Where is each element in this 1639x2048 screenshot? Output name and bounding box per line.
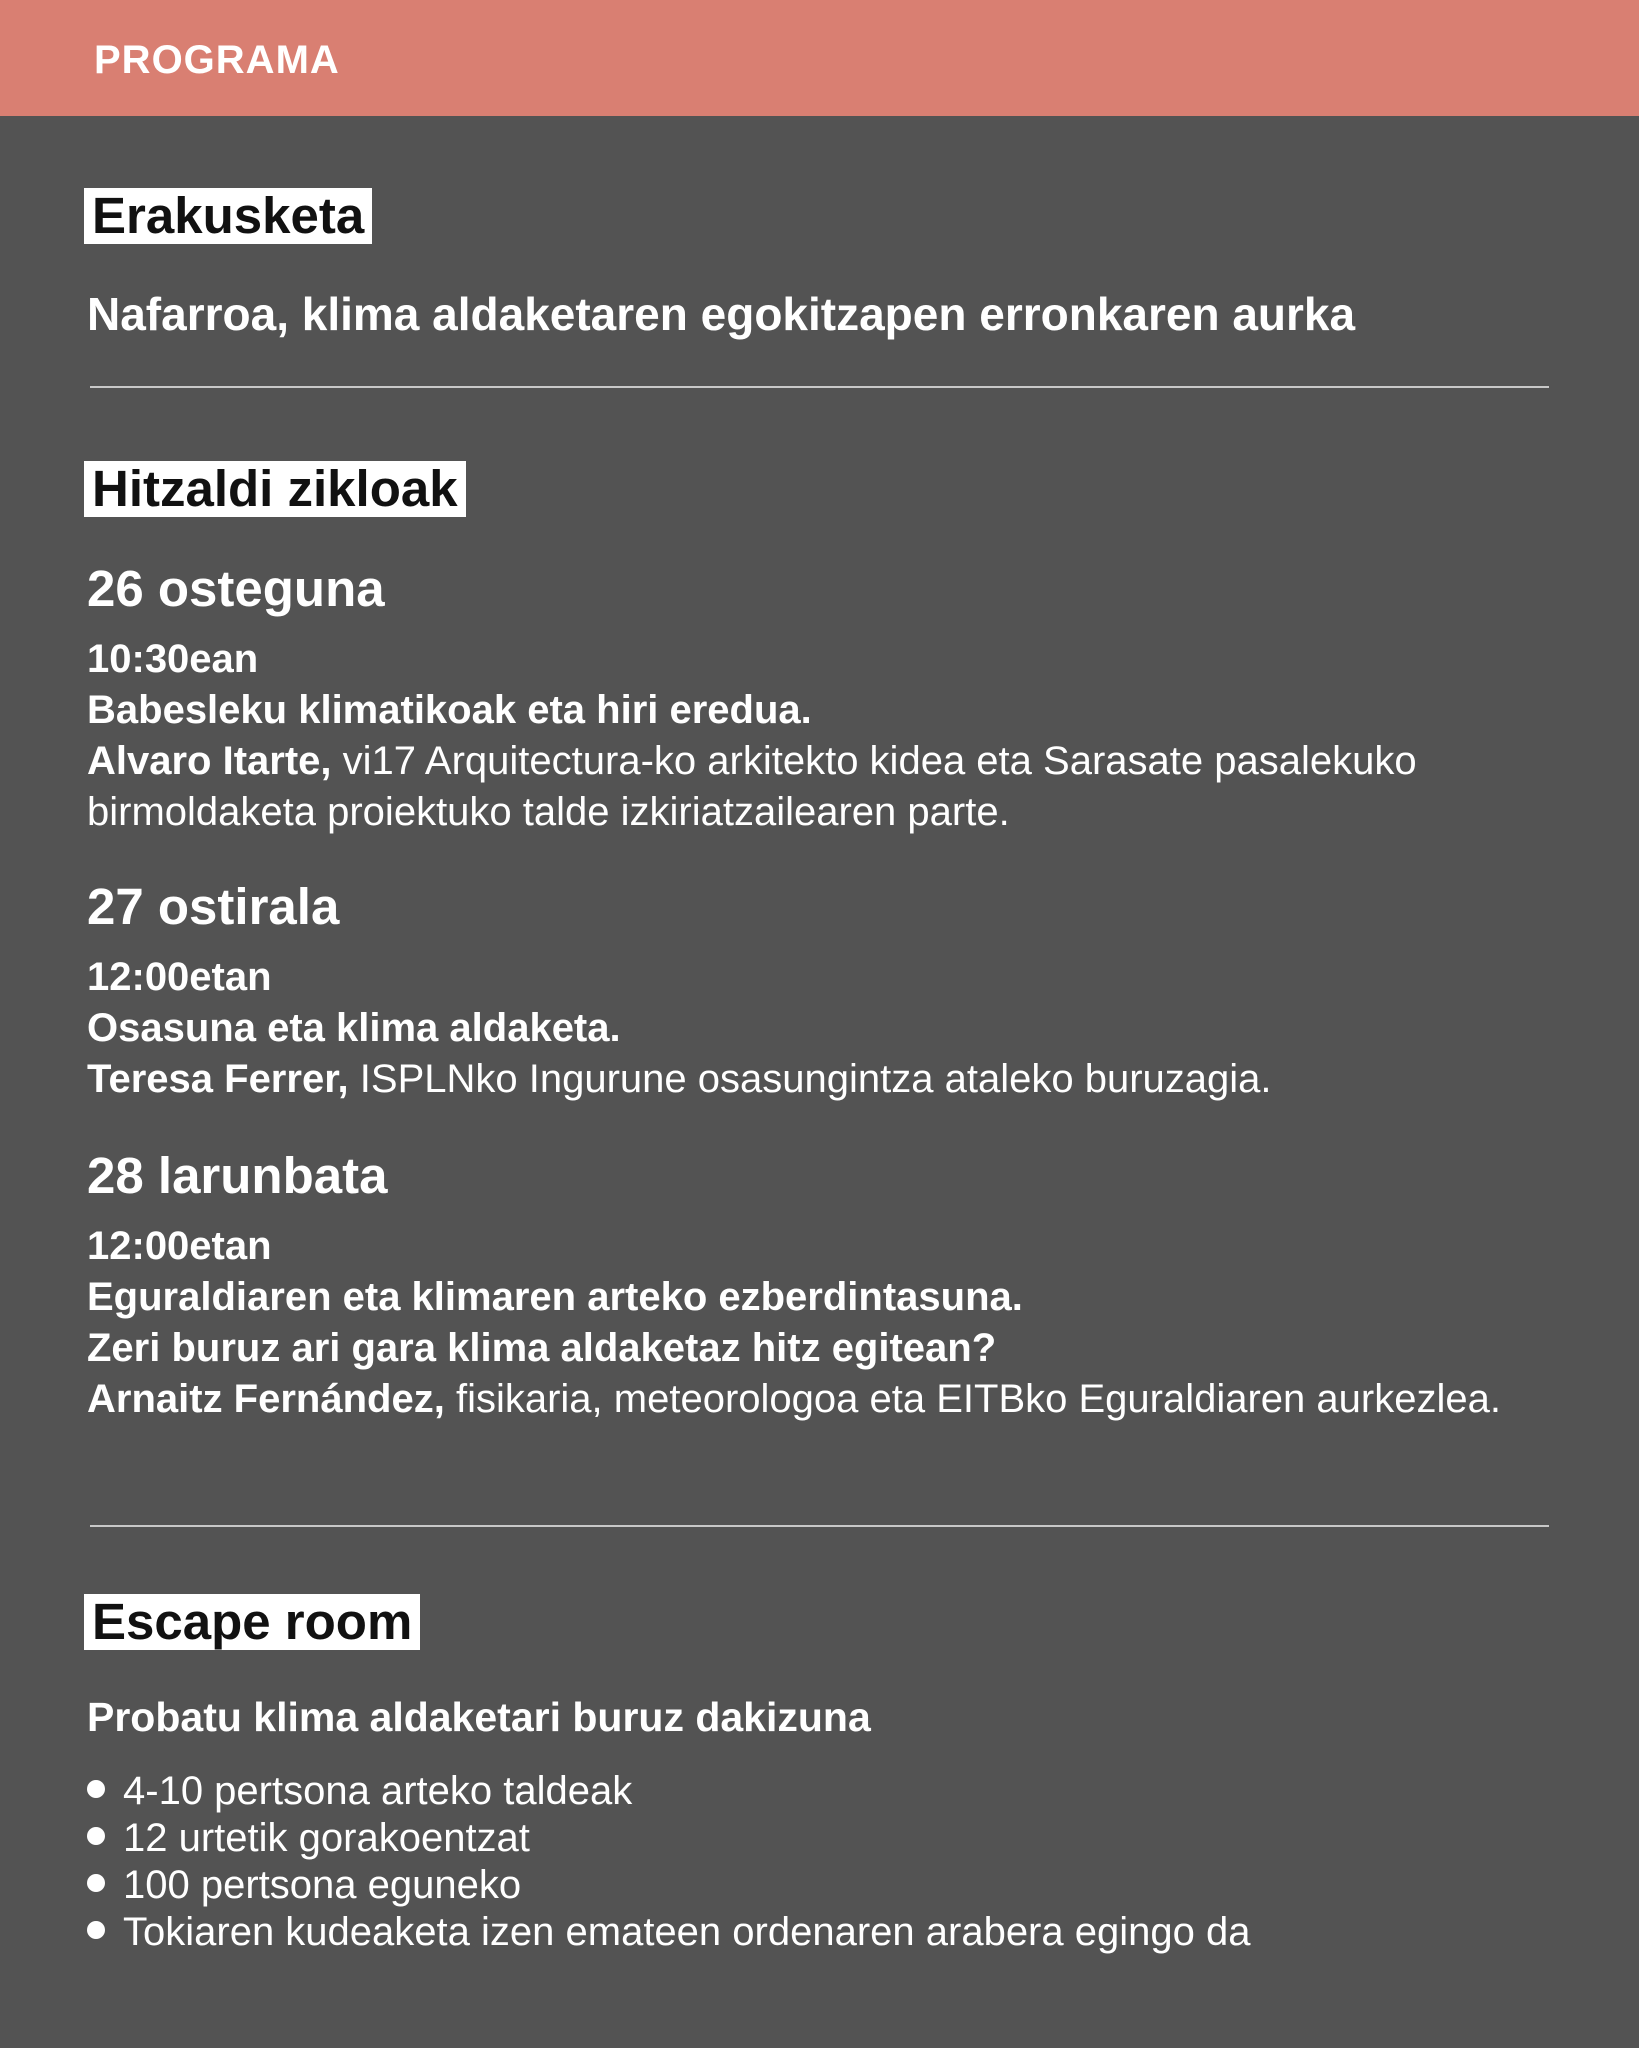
list-item-text: 4-10 pertsona arteko taldeak [123,1769,633,1813]
lecture-title: Babesleku klimatikoak eta hiri eredua. [87,688,812,732]
lecture-1 [87,634,1587,838]
lecture-time: 12:00etan [87,955,272,999]
list-item [87,1862,1250,1909]
section-label-lectures: Hitzaldi zikloak [84,461,466,517]
lecture-2 [87,952,1587,1105]
list-item [87,1815,1250,1862]
list-item [87,1909,1250,1956]
section-label-escape-room: Escape room [84,1594,420,1650]
list-item-text: Tokiaren kudeaketa izen emateen ordenaren arabera egingo da [123,1910,1251,1954]
divider [90,386,1549,388]
lecture-speaker: Arnaitz Fernández, [87,1377,445,1421]
escape-room-list [87,1768,1250,1956]
lecture-title: Eguraldiaren eta klimaren arteko ezberdintasuna. [87,1275,1023,1319]
lecture-time: 12:00etan [87,1224,272,1268]
lecture-title: Osasuna eta klima aldaketa. [87,1006,621,1050]
lecture-day-2: 27 ostirala [87,878,340,935]
bullet-icon [87,1874,105,1892]
lecture-time: 10:30ean [87,637,259,681]
section-label-exhibition: Erakusketa [84,188,372,244]
lecture-description: vi17 Arquitectura-ko arkitekto kidea eta Sarasate pasalekuko birmoldaketa proiektuko talde izkiriatzailearen parte. [87,739,1417,834]
lecture-title-2: Zeri buruz ari gara klima aldaketaz hitz egitean? [87,1326,997,1370]
bullet-icon [87,1827,105,1845]
exhibition-title: Nafarroa, klima aldaketaren egokitzapen erronkaren aurka [87,288,1356,340]
lecture-description: fisikaria, meteorologoa eta EITBko Eguraldiaren aurkezlea. [444,1377,1501,1421]
bullet-icon [87,1921,105,1939]
header-title: PROGRAMA [94,38,340,82]
list-item-text: 12 urtetik gorakoentzat [123,1816,530,1860]
divider [90,1525,1549,1527]
lecture-description: ISPLNko Ingurune osasungintza ataleko buruzagia. [348,1057,1272,1101]
lecture-day-1: 26 osteguna [87,560,385,617]
list-item [87,1768,1250,1815]
bullet-icon [87,1780,105,1798]
lecture-speaker: Alvaro Itarte, [87,739,332,783]
escape-room-subtitle: Probatu klima aldaketari buruz dakizuna [87,1694,871,1740]
lecture-speaker: Teresa Ferrer, [87,1057,349,1101]
header-bar [0,0,1639,116]
lecture-day-3: 28 larunbata [87,1147,388,1204]
lecture-3 [87,1221,1587,1425]
list-item-text: 100 pertsona eguneko [123,1863,522,1907]
